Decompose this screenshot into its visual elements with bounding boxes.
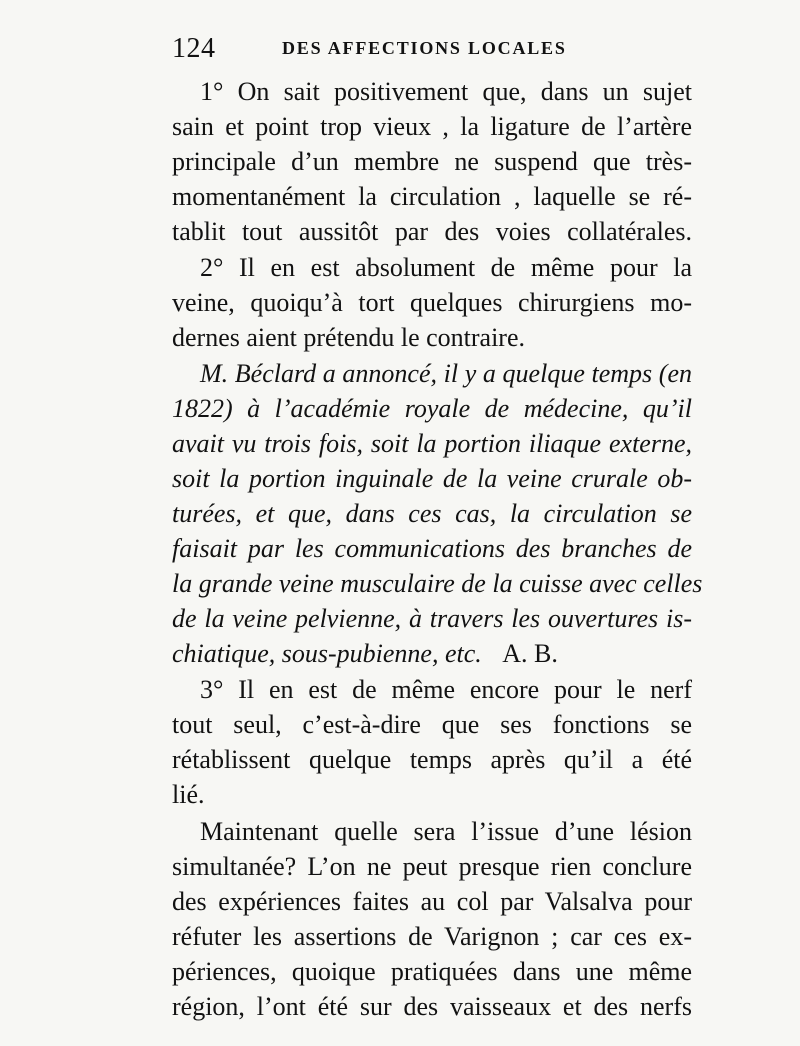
- text-line: périences, quoique pratiquées dans une même: [172, 957, 692, 986]
- italic-text-line: de la veine pelvienne, à travers les ouvertures is-: [172, 604, 692, 633]
- italic-text-line: soit la portion inguinale de la veine crurale ob-: [172, 464, 692, 493]
- italic-text-line: 1822) à l’académie royale de médecine, qu’il: [172, 394, 692, 423]
- text-line: lié.: [172, 780, 205, 809]
- page-header: [172, 33, 692, 63]
- text-line: principale d’un membre ne suspend que très-: [172, 147, 692, 176]
- author-initials: A. B.: [502, 639, 558, 668]
- page-number: 124: [172, 33, 216, 64]
- text-line: simultanée? L’on ne peut presque rien conclure: [172, 852, 692, 881]
- text-line: 1° On sait positivement que, dans un sujet: [200, 77, 692, 106]
- text-line: veine, quoiqu’à tort quelques chirurgiens mo-: [172, 288, 692, 317]
- text-line-with-signature: [172, 638, 692, 670]
- text-line: rétablissent quelque temps après qu’il a été: [172, 745, 692, 774]
- text-line: Maintenant quelle sera l’issue d’une lésion: [200, 817, 692, 846]
- italic-text-line: faisait par les communications des branches de: [172, 534, 692, 563]
- text-line: momentanément la circulation , laquelle se ré-: [172, 182, 692, 211]
- text-line: sain et point trop vieux , la ligature de l’artère: [172, 112, 692, 141]
- text-line: tablit tout aussitôt par des voies collatérales.: [172, 217, 692, 246]
- text-line: région, l’ont été sur des vaisseaux et des nerfs: [172, 992, 692, 1021]
- italic-text-line: turées, et que, dans ces cas, la circulation se: [172, 499, 692, 528]
- italic-text-line: M. Béclard a annoncé, il y a quelque temps (en: [200, 359, 692, 388]
- text-line: tout seul, c’est-à-dire que ses fonctions se: [172, 710, 692, 739]
- text-line: des expériences faites au col par Valsalva pour: [172, 887, 692, 916]
- text-line: réfuter les assertions de Varignon ; car ces ex-: [172, 922, 692, 951]
- italic-text-line: la grande veine musculaire de la cuisse avec celles: [172, 569, 703, 598]
- italic-text-line: avait vu trois fois, soit la portion iliaque externe,: [172, 429, 692, 458]
- text-line: dernes aient prétendu le contraire.: [172, 323, 525, 352]
- running-title: DES AFFECTIONS LOCALES: [282, 38, 567, 58]
- text-line: 3° Il en est de même encore pour le nerf: [200, 675, 692, 704]
- text-line: 2° Il en est absolument de même pour la: [200, 253, 692, 282]
- italic-text: chiatique, sous-pubienne, etc.: [172, 639, 482, 668]
